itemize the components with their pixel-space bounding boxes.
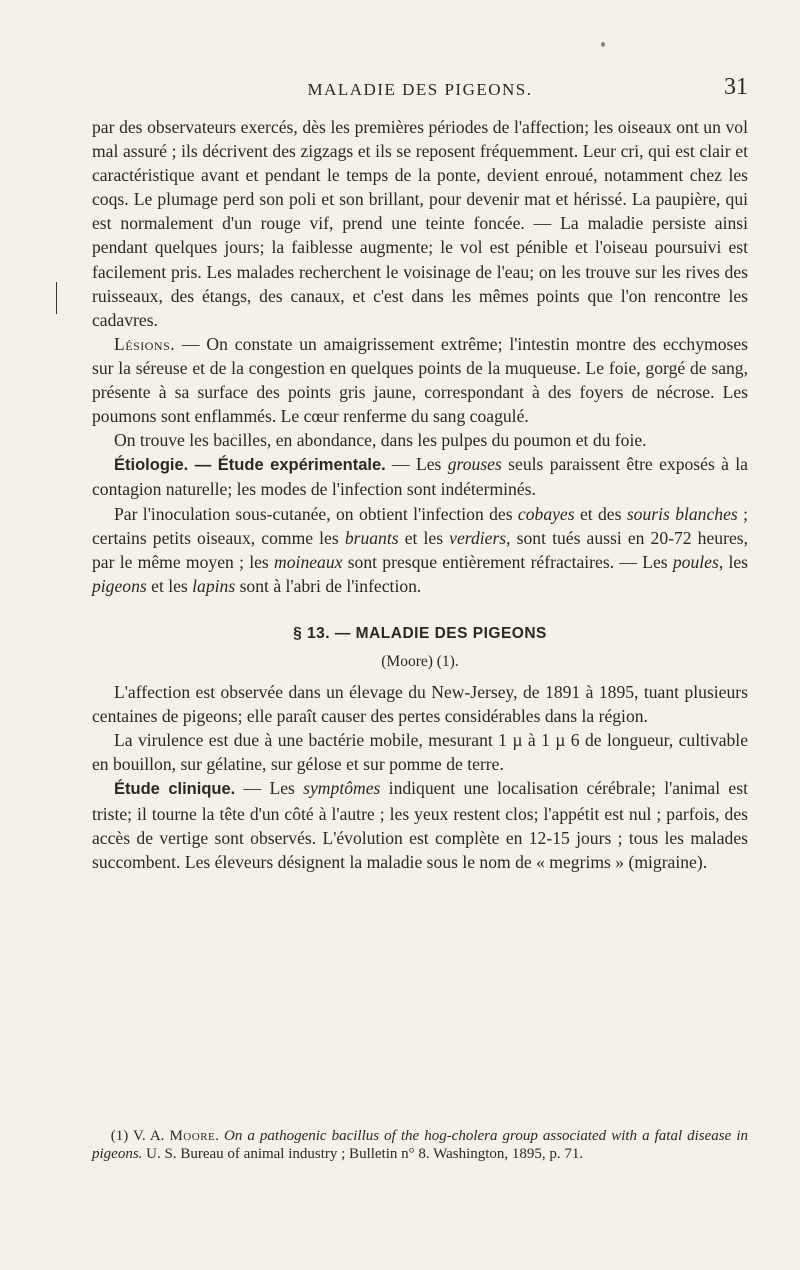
inoc-term: verdiers <box>449 527 507 548</box>
etiology-text-a: — Les <box>385 454 448 475</box>
footnote-part: U. S. Bureau of animal industry ; Bulletin n° 8. Washington, 1895, p. 71. <box>142 1145 584 1162</box>
ink-speck <box>601 42 605 47</box>
footnote-text <box>92 1128 748 1163</box>
paragraph-inoculation <box>92 502 748 598</box>
lesions-heading: Lésions. <box>114 333 176 354</box>
paragraph-clinical <box>92 776 748 873</box>
paragraph-lesions <box>92 332 748 428</box>
footnote-part: (1) V. A. <box>110 1128 170 1144</box>
running-title: MALADIE DES PIGEONS. <box>307 80 533 99</box>
inoc-text: et des <box>574 503 627 524</box>
clinical-text: indiquent une localisation cérébrale; l'animal est triste; il tourne la tête d'un côté à l'autre ; les yeux restent clos; l'appétit est nul ; parfois, des accès de vertige sont observés. L'évolution est complète en 12-15 jours ; tous les malades succombent. Les éleveurs désignent la maladie sous le nom de « megrims » (migraine). <box>92 778 748 872</box>
inoc-term: souris blanches <box>626 503 738 524</box>
paragraph-observation: L'affection est observée dans un élevage du New-Jersey, de 1891 à 1895, tuant plusieurs centaines de pigeons; elle paraît causer des pertes considérables dans la région. <box>92 682 748 727</box>
inoc-text: ; certains petits oiseaux, comme les <box>92 503 748 548</box>
etiology-heading: Étiologie. — Étude expérimentale. <box>114 456 386 475</box>
inoc-text: et les <box>146 575 193 596</box>
running-head <box>92 74 748 104</box>
section-heading: § 13. — MALADIE DES PIGEONS <box>293 624 547 642</box>
page-number: 31 <box>724 74 748 100</box>
section-attribution: (Moore) (1). <box>381 652 459 670</box>
paragraph-bacilli: On trouve les bacilles, en abondance, dans les pulpes du poumon et du foie. <box>114 430 647 451</box>
inoc-term: poules <box>672 551 719 572</box>
etiology-term: grouses <box>447 454 502 475</box>
inoc-term: lapins <box>192 575 236 596</box>
footnote <box>92 1128 748 1163</box>
inoc-text: sont presque entièrement réfractaires. — Les <box>342 551 673 572</box>
paragraph-symptoms: par des observateurs exercés, dès les premières périodes de l'affection; les oiseaux ont un vol mal assuré ; ils décrivent des zigzags et ils se reposent fréquemment. Leur cri, qui est clair et caractéristique avant et pendant le temps de la ponte, devient enroué, notamment chez les coqs. Le plumage perd son poli et son brillant, pour devenir mat et hérissé. La paupière, qui est normalement d'un rouge vif, prend une teinte foncée. — La maladie persiste ainsi pendant quelques jours; la faiblesse augmente; le vol est pénible et l'oiseau poursuivi est facilement pris. Les malades recherchent le voisinage de l'eau; on les trouve sur les rives des ruisseaux, des étangs, des canaux, et c'est dans les mêmes points que l'on rencontre les cadavres. <box>92 117 748 330</box>
footnote-part: . <box>215 1128 225 1144</box>
paragraph-etiology <box>92 452 748 501</box>
margin-mark <box>56 282 57 314</box>
body-text <box>92 115 748 874</box>
inoc-text: et les <box>398 527 450 548</box>
lesions-text: — On constate un amaigrissement extrême; l'intestin montre des ecchymoses sur la séreuse et de la congestion en quelques points de la muqueuse. Le foie, gorgé de sang, présente à sa surface des points gris jaune, correspondant à des foyers de nécrose. Les poumons sont enflammés. Le cœur renferme du sang coagulé. <box>92 333 748 427</box>
inoc-text: Par l'inoculation sous-cutanée, on obtient l'infection des <box>114 503 518 524</box>
inoc-term: pigeons <box>92 575 147 596</box>
inoc-term: cobayes <box>517 503 575 524</box>
footnote-title: On a pathogenic bacillus of the hog-cholera group associated with a fatal disease in pigeons. <box>92 1128 748 1162</box>
clinical-text: — Les <box>235 778 304 799</box>
clinical-heading: Étude clinique. <box>114 780 236 799</box>
inoc-text: sont à l'abri de l'infection. <box>235 575 422 596</box>
footnote-author: Moore <box>169 1128 216 1144</box>
inoc-text: , les <box>718 551 749 572</box>
inoc-text: , sont tués aussi en 20-72 heures, par le même moyen ; les <box>92 527 748 572</box>
inoc-term: bruants <box>344 527 399 548</box>
clinical-term: symptômes <box>303 778 381 799</box>
paragraph-virulence: La virulence est due à une bactérie mobile, mesurant 1 µ à 1 µ 6 de longueur, cultivable en bouillon, sur gélatine, sur gélose et sur pomme de terre. <box>92 730 748 775</box>
etiology-text-b: seuls paraissent être exposés à la contagion naturelle; les modes de l'infection sont indéterminés. <box>92 454 748 500</box>
inoc-term: moineaux <box>274 551 343 572</box>
